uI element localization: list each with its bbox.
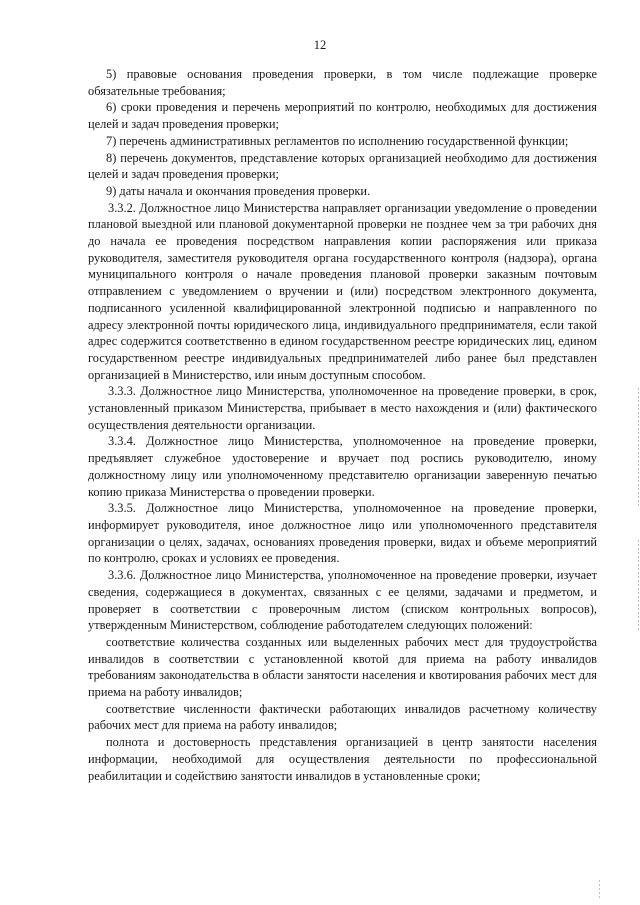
list-item-5: 5) правовые основания проведения проверки, в том числе подлежащие проверке обязательные требования; xyxy=(88,67,597,98)
scan-edge-mark xyxy=(638,540,639,630)
clause-3-3-4: 3.3.4. Должностное лицо Министерства, уполномоченное на проведение проверки, предъявляет служебное удостоверение и вручает под роспись руководителю, иному должностному лицу или уполномоченному представителю организации заверенную печатью копию приказа Министерства о проведении проверки. xyxy=(88,434,597,499)
scan-edge-mark xyxy=(599,880,600,900)
list-item-8: 8) перечень документов, представление которых организацией необходимо для достижения целей и задач проведения проверки; xyxy=(88,150,597,182)
clause-3-3-3: 3.3.3. Должностное лицо Министерства, уполномоченное на проведение проверки, в срок, установленный приказом Министерства, прибывает в место нахождения и (или) фактического осуществления деятельности организации. xyxy=(88,384,597,432)
checklist-item-headcount: соответствие численности фактически работающих инвалидов расчетному количеству рабочих мест для приема на работу инвалидов; xyxy=(88,701,597,733)
checklist-item-quota-compliance: соответствие количества созданных или выделенных рабочих мест для трудоустройства инвалидов в соответствии с установленной квотой для приема на работу инвалидов требованиям законодательства в области занятости населения и квотирования рабочих мест для приема на работу инвалидов; xyxy=(88,634,597,700)
clause-3-3-5: 3.3.5. Должностное лицо Министерства, уполномоченное на проведение проверки, информирует руководителя, иное должностное лицо или уполномоченного представителя организации о целях, задачах, основаниях проведения проверки, видах и объеме мероприятий по контролю, сроках и условиях ее проведения. xyxy=(88,501,597,566)
checklist-item-reporting: полнота и достоверность представления организацией в центр занятости населения информации, необходимой для осуществления деятельности по профессиональной реабилитации и содействию занятости инвалидов в установленные сроки; xyxy=(88,735,597,783)
list-item-7: 7) перечень административных регламентов по исполнению государственной функции; xyxy=(106,133,569,148)
list-item-9: 9) даты начала и окончания проведения проверки. xyxy=(106,183,371,198)
list-item-6: 6) сроки проведения и перечень мероприятий по контролю, необходимых для достижения целей и задач проведения проверки; xyxy=(88,100,597,132)
scan-edge-mark xyxy=(638,388,639,508)
page-number: 12 xyxy=(313,38,327,52)
clause-3-3-6: 3.3.6. Должностное лицо Министерства, уполномоченное на проведение проверки, изучает сведения, содержащиеся в документах, связанных с ее целями, задачами и предметом, и проверяет в соответствии с проверочным листом (списком контрольных вопросов), утвержденным Министерством, соблюдение работодателем следующих положений: xyxy=(88,568,597,633)
clause-3-3-2: 3.3.2. Должностное лицо Министерства направляет организации уведомление о проведении плановой выездной или плановой документарной проверки не позднее чем за три рабочих дня до начала ее проведения посредством направления копии распоряжения или приказа руководителя, заместителя руководителя органа государственного контроля (надзора), органа муниципального контроля о начале проведения плановой проверки заказным почтовым отправлением с уведомлением о вручении и (или) посредством электронного документа, подписанного усиленной квалифицированной электронной подписью и направленного по адресу электронной почты юридического лица, индивидуального предпринимателя, если такой адрес содержится соответственно в едином государственном реестре юридических лиц, едином государственном реестре индивидуальных предпринимателей либо ранее был представлен организацией в Министерство, или иным доступным способом. xyxy=(88,200,597,382)
document-body xyxy=(88,66,597,784)
